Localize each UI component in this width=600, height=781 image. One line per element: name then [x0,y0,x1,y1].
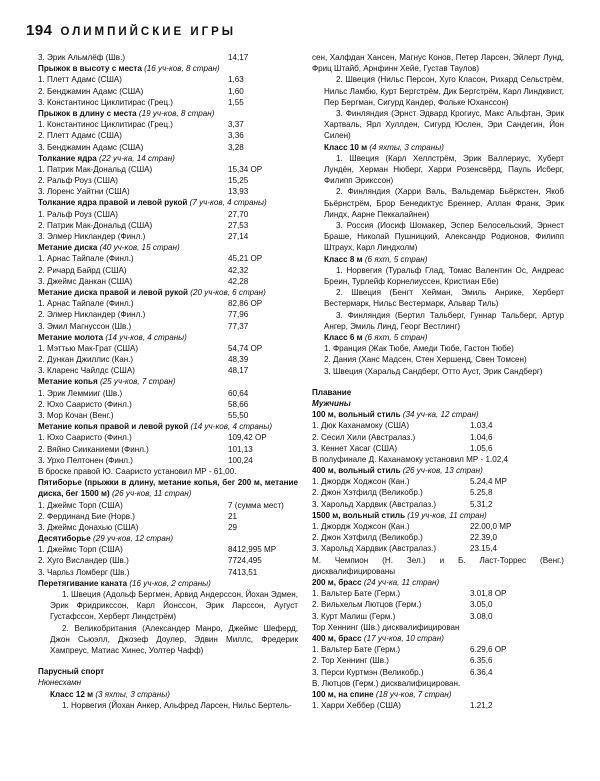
event-participants: (6 яхт, 5 стран) [362,254,428,264]
result-row [38,500,298,511]
result-value: 48,39 [228,355,249,365]
result-row [38,354,298,365]
event-title: 1500 м, вольный стиль [312,510,406,520]
result-row [38,365,298,376]
text-line: 1. Франция (Жак Тюбе, Амеди Тюбе, Гастон Тюбе) [324,344,514,354]
event-participants: (3 яхты, 3 страны) [93,689,170,699]
athlete-name: 3. Мор Кочан (Венг.) [38,411,114,420]
text-paragraph: 2. Финляндия (Харри Валь, Вальдемар Бьёркстен, Якоб Бьёрнстрём, Брор Бенедиктус Бреннер, Аллан Франк, Эрик Линдх, Аарне Пеккалайнен) [324,187,564,219]
result-row [38,175,298,186]
result-value: 82,86 ОР [228,299,263,309]
event-title: 100 м, на спине [312,689,374,699]
event-participants: (26 уч-ков, 13 стран) [400,466,483,476]
result-row [38,209,298,220]
result-row [312,599,564,610]
result-row [38,511,298,522]
result-value: 48,17 [228,366,249,376]
athlete-name: 2. Вяйно Сииканиеми (Финл.) [38,444,149,454]
event-participants: (7 уч-ков, 4 страны) [187,198,267,208]
result-value: 60,64 [228,388,249,398]
result-row [312,700,564,711]
result-row [38,522,298,533]
event-participants: (22 уч-ка, 14 стран) [96,153,175,163]
result-row [312,487,564,498]
athlete-name: 1. Эрик Леммииг (Шв.) [38,388,123,398]
result-row [38,97,298,108]
result-row [38,444,298,455]
event-title: Метание диска [38,243,98,253]
text-paragraph: 2. Швеция (Нильс Персон, Хуго Класон, Рихард Сельстрём, Нильс Ламбю, Курт Бергстрём, Дик Бергстрём, Карл Линдквист, Пер Бергман, Сигурд Кандер, Фольке Юханссон) [324,75,564,107]
result-value: 100,24 [228,455,253,465]
event-participants: (29 уч-ков, 12 стран) [90,534,174,544]
event-title: 200 м, брасс [312,578,362,588]
result-row [312,476,564,487]
event-participants: (25 уч-ков, 7 стран) [97,377,176,387]
athlete-name: 3. Кеннет Хасаг (США) [312,443,398,453]
text-paragraph: 3. Россия (Иосиф Шомакер, Эспер Белосельский, Эрнест Браше, Николай Пушницкий, Александр Родионов, Филипп Штраух, Карл Линдхолм) [324,221,564,253]
sport-heading: Парусный спорт [38,667,105,677]
athlete-name: 1. Джеймс Торп (США) [38,500,123,510]
athlete-name: 1. Константинос Циклитирас (Грец.) [38,120,173,130]
athlete-name: 3. Джеймс Данкан (США) [38,276,133,286]
result-row [38,555,298,566]
result-row [312,443,564,454]
result-value: 27,14 [228,232,249,241]
event-participants: (4 яхты, 3 страны) [367,142,444,152]
event-heading [38,332,298,343]
result-row [38,86,298,97]
result-value: 55,50 [228,411,249,420]
event-heading [38,421,298,432]
result-value: 6.29,6 ОР [470,645,507,655]
athlete-name: 2. Хуго Висландер (Шв.) [38,556,129,566]
result-value: 101,13 [228,444,253,454]
result-value: 3.05,0 [470,600,493,610]
result-row [38,220,298,231]
event-title: Класс 6 м [324,333,363,343]
event-participants: (24 уч-ка, 11 стран) [361,578,440,588]
athlete-name: 3. Эмил Магнуссон (Шв.) [38,321,132,331]
athlete-name: 2. Дункан Джиллис (Кан.) [38,355,134,365]
event-heading [312,689,564,700]
result-row [38,567,298,578]
result-row [312,432,564,443]
event-heading [312,633,564,644]
athlete-name: 1. Дюк Каханамоку (США) [312,421,410,431]
result-value: 7413,51 [228,567,258,577]
text-paragraph: 3. Финляндия (Эрнст Эдвард Крогиус, Макс Альфтан, Эрик Хартваль, Ярл Хуллден, Сигурд Юслен, Эри Сандегин, Йон Силен) [324,109,564,141]
event-heading [312,142,564,153]
athlete-name: 3. Джеймс Донахью (США) [38,522,139,532]
result-row [38,399,298,410]
result-row [38,231,298,242]
athlete-name: 3. Урхо Пелтонен (Финл.) [38,455,133,465]
result-value: 21 [228,511,238,521]
event-heading [38,689,298,700]
athlete-name: 2. Сесил Хили (Австралаз.) [312,432,416,442]
result-row [38,298,298,309]
athlete-name: 1. Харри Хеббер (США) [312,701,401,711]
event-title: Прыжок в длину с места [38,108,137,118]
event-heading [312,409,564,420]
event-title: Класс 10 м [324,142,368,152]
event-heading [38,63,298,74]
result-row [38,432,298,443]
result-value: 77,96 [228,310,249,320]
result-value: 3,28 [228,142,244,152]
result-value: 6.35,6 [470,656,493,666]
text-paragraph: сен, Халфдан Хансен, Магнус Конов, Петер Ларсен, Эйлерт Лунд, Фриц Штайб, Арнфинн Хейе, Густав Таулов) [312,53,564,74]
athlete-name: 1. Мэттью Мак-Грат (США) [38,343,139,353]
athlete-name: 1. Патрик Мак-Дональд (США) [38,164,153,174]
section-gap [312,377,564,383]
result-value: 45,21 ОР [228,254,263,264]
result-value: 29 [228,522,238,532]
athlete-name: 3. Кларенс Чайлдс (США) [38,366,135,376]
event-heading [38,533,298,544]
result-row [38,276,298,287]
result-row [38,265,298,276]
event-participants: (19 уч-ков, 11 стран) [405,510,487,520]
athlete-name: 1. Вальтер Бате (Герм.) [312,589,401,599]
text-line: В полуфинале Д. Каханамоку установил МР - 1.02,4 [312,454,508,464]
athlete-name: 2. Ричард Байрд (США) [38,265,127,275]
result-value: 1.04,6 [470,432,493,442]
event-heading [38,376,298,387]
athlete-name: 1. Юхо Сааристо (Финл.) [38,433,132,443]
result-row [312,420,564,431]
result-value: 6.36,4 [470,667,493,677]
athlete-name: 1. Арнас Тайпале (Финл.) [38,299,134,309]
event-heading [38,287,298,298]
category-label: Мужчины [312,398,351,408]
result-value: 5.24,4 МР [470,477,507,487]
right-column [312,52,564,711]
result-row [38,253,298,264]
result-value: 27,53 [228,220,249,230]
result-value: 3.08,0 [470,611,493,621]
athlete-name: 3. Чарльз Ломберг (Шв.) [38,567,130,577]
event-heading [38,242,298,253]
text-paragraph: 2. Швеция (Бенгт Хейман, Эмиль Анрике, Херберт Вестермарк, Нильс Вестермарк, Альвар Тиль) [324,288,564,309]
text-paragraph: 1. Швеция (Карл Хеллстрём, Эрик Валлериус, Хуберт Лундён, Херман Нюберг, Харри Розенсвёрд, Пауль Исберг, Филипп Эрикссон) [324,153,564,186]
event-participants: (17 уч-ков, 10 стран) [361,633,444,643]
result-row [312,644,564,655]
result-row [38,410,298,421]
result-row [312,543,564,554]
result-value: 1.21,2 [470,701,493,711]
event-title: Метание молота [38,332,104,342]
result-value: 42,28 [228,276,249,286]
athlete-name: 1. Джеймс Торп (США) [38,545,123,555]
athlete-name: 1. Арнас Тайпале (Финл.) [38,254,134,264]
event-title: 400 м, брасс [312,633,362,643]
athlete-name: 2. Вильхельм Лютцов (Герм.) [312,600,422,610]
text-line: 3. Швеция (Харальд Сандберг, Отто Ауст, Эрик Сандберг) [324,366,543,376]
athlete-name: 2. Тор Хеннинг (Шв.) [312,656,389,666]
result-value: 109,42 ОР [228,433,267,443]
result-value: 3,36 [228,131,244,141]
athlete-name: 3. Харольд Хардвик (Австралаз.) [312,499,437,509]
result-row [38,321,298,332]
sport-heading: Плавание [312,387,352,397]
result-value: 27,70 [228,209,249,219]
event-participants: (20 уч-ков, 6 стран) [188,287,266,297]
event-heading [38,153,298,164]
result-value: 8412,995 МР [228,545,277,555]
page-number: 194 [26,22,53,39]
event-participants: (18 уч-ков, 7 стран) [373,689,452,699]
text-paragraph: 1. Швеция (Адольф Бергмен, Арвид Андерссон, Йохан Эдмен, Эрик Фридрикссон, Карл Йонссон, Эрик Ларссон, Аугуст Густафссон, Херберт Линдстрём) [50,590,298,622]
event-title: Класс 8 м [324,254,363,264]
event-participants: (40 уч-ков, 15 стран) [97,243,180,253]
event-title: Толкание ядра [38,153,97,163]
athlete-name: 2. Джон Хэтфилд (Великобр.) [312,533,423,543]
event-heading [312,254,564,265]
event-title: 100 м, вольный стиль [312,410,401,420]
event-title: Перетягивание каната [38,578,128,588]
result-value: 5.25,8 [470,488,493,498]
event-title: Метание копья правой и левой рукой [38,422,189,432]
result-row [38,544,298,555]
result-value: 22.00,0 МР [470,522,512,532]
event-participants: (14 уч-ков, 4 страны) [103,332,187,342]
athlete-name: 2. Патрик Мак-Дональд (США) [38,220,153,230]
athlete-name: 3. Элмер Никландер (Финл.) [38,232,146,241]
text-paragraph: 3. Финляндия (Бертил Тальберг, Гуннар Тальберг, Артур Ангер, Эмиль Линд, Георг Вестлинг) [324,310,564,331]
athlete-name: 2. Ральф Роуз (США) [38,176,118,186]
result-value: 22.39,0 [470,533,498,543]
event-heading [38,108,298,119]
text-paragraph: 1. Норвегия (Йохан Анкер, Альфред Ларсен, Нильс Бертель- [62,700,292,710]
result-value: 3.01,8 ОР [470,589,507,599]
event-title: 400 м, вольный стиль [312,466,401,476]
text-line: 2. Дания (Ханс Мадсен, Стен Хершенд, Свен Томсен) [324,355,527,365]
athlete-name: 2. Джон Хэтфилд (Великобр.) [312,488,423,498]
event-participants: (6 яхт, 5 стран) [362,333,428,343]
athlete-name: 2. Бенджамин Адамс (США) [38,86,144,96]
athlete-name: 3. Курт Малиш (Герм.) [312,611,396,621]
result-row [38,343,298,354]
result-value: 13,93 [228,187,249,197]
athlete-name: 2. Элмер Никландер (Финл.) [38,310,146,320]
result-value: 7724,495 [228,556,262,566]
event-title: Десятиборье [38,534,91,544]
result-row [38,52,298,63]
athlete-name: 2. Плетт Адамс (США) [38,131,122,141]
athlete-name: 2. Фердинанд Бие (Норв.) [38,511,135,521]
page-header [26,22,236,42]
result-value: 15,25 [228,176,249,186]
athlete-name: 1. Джордж Ходжсон (Кан.) [312,477,410,487]
result-row [38,309,298,320]
athlete-name: 1. Джордж Ходжсон (Кан.) [312,522,410,532]
result-value: 1.05,6 [470,443,493,453]
event-heading [312,577,564,588]
text-paragraph [38,477,298,499]
text-line: В. Лютцов (Герм.) дисквалифицирован. [312,678,461,688]
result-row [38,388,298,399]
result-row [38,164,298,175]
athlete-name: 1. Ральф Роуз (США) [38,209,118,219]
result-row [38,186,298,197]
event-title: Метание копья [38,377,98,387]
athlete-name: 1. Плетт Адамс (США) [38,75,122,85]
result-row [312,588,564,599]
result-row [38,130,298,141]
event-participants: (14 уч-ков, 4 страны) [188,422,273,432]
event-participants: (26 уч-ков, 11 стран) [109,489,192,499]
text-paragraph: 2. Великобритания (Александер Манро, Джеймс Шеферд, Джон Сьюэлл, Джозеф Доулер, Эдвин Миллс, Фредерик Хампреус, Матиас Хинес, Уолтер Чафф) [50,623,298,656]
result-value: 1,63 [228,75,244,85]
event-participants: (16 уч-ков, 8 стран) [141,64,220,74]
event-heading [38,578,298,589]
athlete-name: 3. Эрик Альмлёф (Шв.) [38,53,126,62]
athlete-name: 1. Вальтер Бате (Герм.) [312,645,401,655]
result-value: 1,55 [228,97,244,107]
result-row [38,142,298,153]
event-title: Пятиборье (прыжки в длину, метание копья, бег 200 м, метание диска, бег 1500 м) [38,478,298,499]
athlete-name: 3. Харольд Хардвик (Австралаз.) [312,544,437,554]
athlete-name: 3. Лоренс Уайтни (США) [38,187,130,197]
result-value: 23.15,4 [470,544,498,554]
result-row [312,521,564,532]
text-line: Тор Хеннинг (Шв.) дисквалифицирован [312,622,460,632]
venue-label: Нюнесхамн [38,678,82,688]
athlete-name: 3. Перси Куртмэн (Великобр.) [312,667,424,677]
athlete-name: 3. Бенджамин Адамс (США) [38,142,144,152]
event-heading [312,332,564,343]
result-row [312,655,564,666]
result-row [312,499,564,510]
result-value: 5.31,2 [470,499,493,509]
event-heading [38,197,298,208]
result-value: 1,60 [228,86,244,96]
result-row [38,455,298,466]
left-column [38,52,298,711]
event-title: Класс 12 м [50,689,94,699]
running-title: ОЛИМПИЙСКИЕ ИГРЫ [60,26,237,38]
result-value: 7 (сумма мест) [228,500,284,510]
result-value: 42,32 [228,265,249,275]
result-row [38,74,298,85]
result-row [312,532,564,543]
event-title: Метание диска правой и левой рукой [38,287,189,297]
event-title: Прыжок в высоту с места [38,64,142,74]
event-title: Толкание ядра правой и левой рукой [38,198,188,208]
result-value: 3,37 [228,120,244,130]
event-heading [312,465,564,476]
event-participants: (34 уч-ка, 12 стран) [400,410,479,420]
event-participants: (19 уч-ков, 8 стран) [136,108,215,118]
result-row [38,119,298,130]
result-value: 77,37 [228,321,249,331]
result-row [312,667,564,678]
text-line: В броске правой Ю. Сааристо установил МР - 61,00. [38,466,237,476]
text-paragraph: 1. Норвегия (Туральф Глад, Томас Валентин Ос, Андреас Бреин, Турлейф Корнелиуссен, Кристиан Ебе) [324,265,564,287]
result-value: 14,17 [228,53,249,62]
result-row [312,611,564,622]
result-value: 15,34 ОР [228,164,263,174]
athlete-name: 3. Константинос Циклитирас (Грец.) [38,97,173,107]
event-participants: (16 уч-ков, 2 страны) [127,578,211,588]
result-value: 1.03,4 [470,421,493,431]
text-paragraph: М. Чемпион (Н. Зел.) и Б. Ласт-Торрес (Венг.) дисквалифицированы [312,555,564,576]
athlete-name: 2. Юхо Сааристо (Финл.) [38,399,132,409]
result-value: 54,74 ОР [228,343,263,353]
result-value: 58,66 [228,399,249,409]
section-gap [38,656,298,662]
event-heading [312,510,564,521]
